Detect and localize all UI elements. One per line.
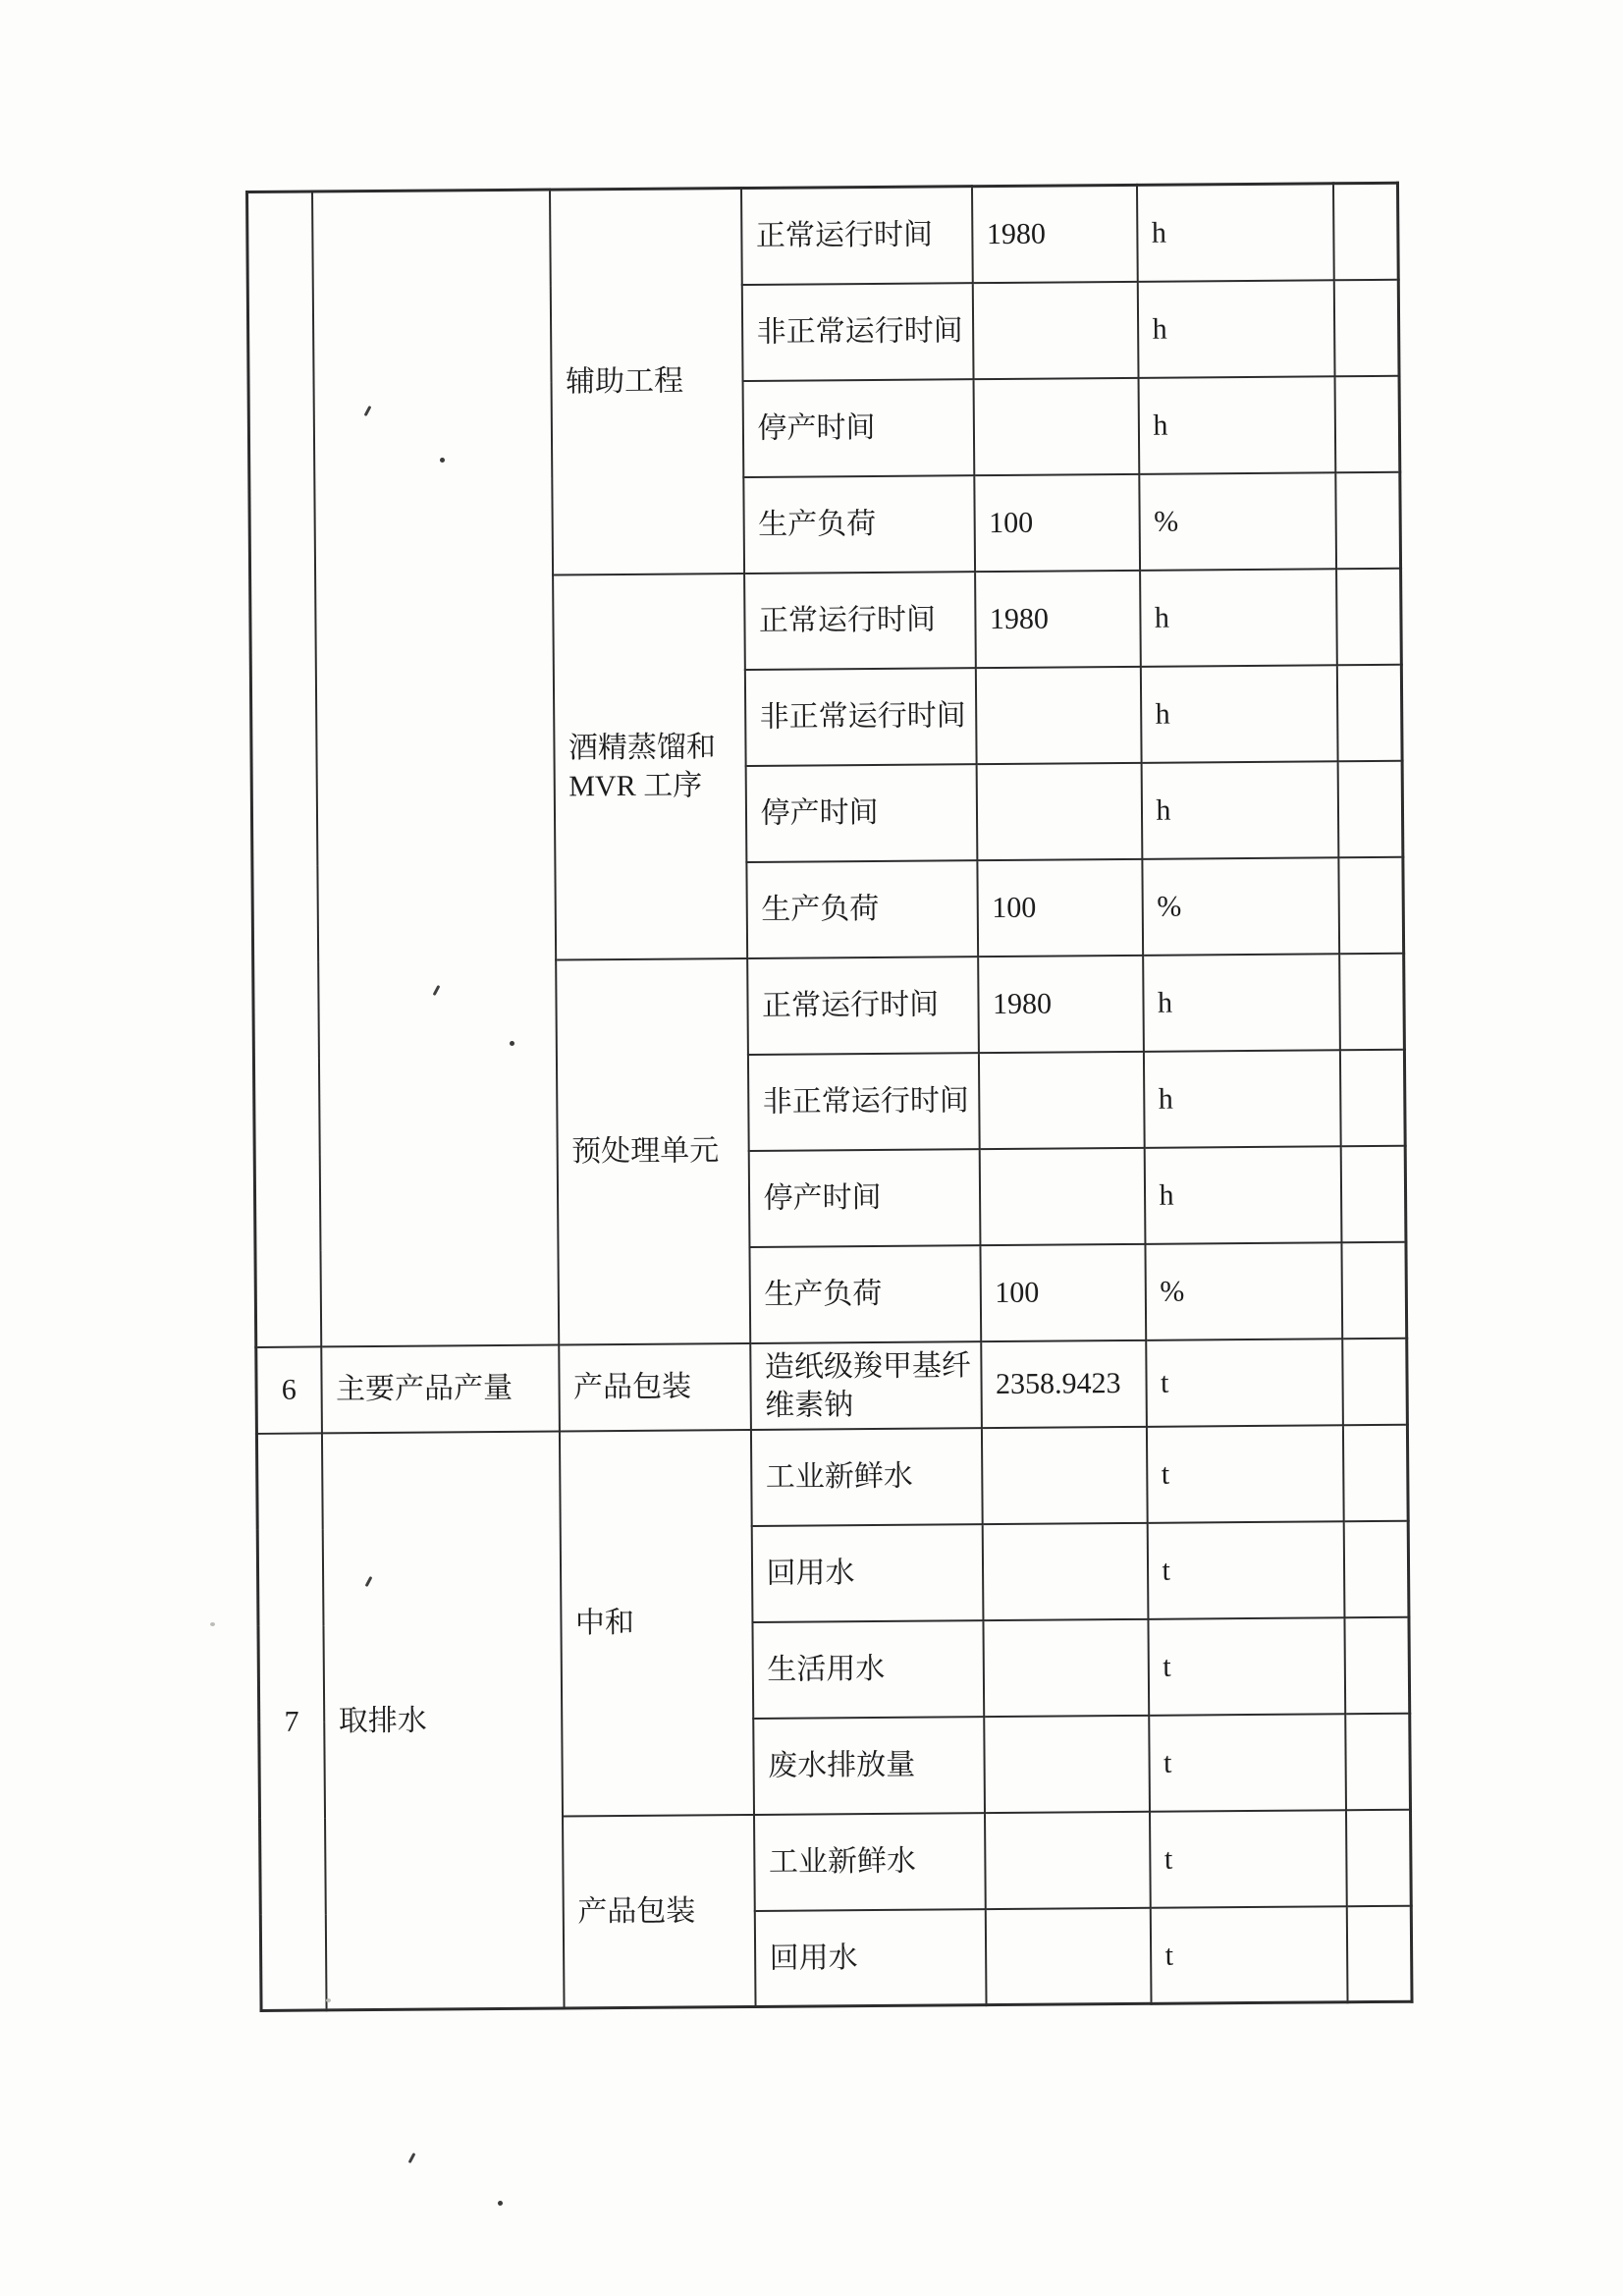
- item-cell: 非正常运行时间: [741, 283, 973, 381]
- unit-cell: h: [1141, 761, 1338, 859]
- value-cell: [972, 281, 1138, 378]
- value-cell: 100: [974, 473, 1140, 571]
- unit-cell: %: [1145, 1242, 1342, 1340]
- item-cell: 生活用水: [752, 1620, 984, 1719]
- value-cell: [976, 762, 1142, 859]
- unit-cell: h: [1140, 665, 1337, 763]
- unit-cell: h: [1140, 569, 1337, 667]
- unit-cell: t: [1149, 1714, 1346, 1812]
- value-cell: [985, 1907, 1151, 2004]
- remark-cell: [1341, 1241, 1407, 1339]
- remark-cell: [1337, 760, 1403, 857]
- remark-cell: [1342, 1424, 1408, 1521]
- unit-cell: h: [1144, 1146, 1341, 1244]
- index-cell: 6: [256, 1346, 322, 1434]
- item-cell: 正常运行时间: [747, 957, 979, 1055]
- table-row: [247, 183, 1399, 288]
- remark-cell: [1336, 568, 1402, 665]
- value-cell: 1980: [975, 570, 1141, 667]
- item-cell: 工业新鲜水: [754, 1813, 986, 1911]
- remark-cell: [1344, 1616, 1410, 1714]
- value-cell: 100: [980, 1243, 1146, 1340]
- scan-speck: [326, 1998, 331, 2002]
- item-cell: 回用水: [754, 1909, 986, 2007]
- value-cell: 2358.9423: [981, 1339, 1147, 1427]
- unit-cell: h: [1143, 954, 1340, 1052]
- unit-cell: %: [1142, 857, 1339, 956]
- value-cell: [983, 1618, 1149, 1716]
- unit-cell: t: [1148, 1617, 1345, 1716]
- remark-cell: [1345, 1809, 1411, 1906]
- item-cell: 工业新鲜水: [750, 1428, 982, 1526]
- item-cell: 废水排放量: [753, 1717, 985, 1815]
- remark-cell: [1339, 953, 1405, 1050]
- item-cell: 生产负荷: [749, 1245, 981, 1343]
- remark-cell: [1342, 1338, 1408, 1425]
- scan-speck: [210, 1622, 215, 1626]
- group-cell: 中和: [559, 1429, 753, 1816]
- item-cell: 停产时间: [748, 1149, 980, 1247]
- value-cell: [982, 1522, 1148, 1619]
- production-data-table: [245, 182, 1414, 2012]
- unit-cell: t: [1150, 1906, 1347, 2004]
- unit-cell: %: [1139, 472, 1336, 571]
- category-cell: 主要产品产量: [321, 1344, 560, 1433]
- scan-speck: [510, 1041, 514, 1046]
- unit-cell: t: [1149, 1810, 1346, 1908]
- item-cell: 非正常运行时间: [744, 668, 976, 766]
- group-cell: 辅助工程: [550, 189, 744, 575]
- unit-cell: t: [1146, 1339, 1343, 1427]
- remark-cell: [1340, 1145, 1406, 1242]
- remark-cell: [1338, 856, 1404, 954]
- value-cell: [978, 1051, 1144, 1148]
- table-row: [256, 1424, 1408, 1529]
- remark-cell: [1333, 279, 1399, 376]
- value-cell: [973, 377, 1139, 474]
- table-row: [256, 1338, 1408, 1433]
- item-cell: 回用水: [751, 1524, 983, 1622]
- unit-cell: h: [1143, 1050, 1340, 1148]
- unit-cell: t: [1146, 1425, 1343, 1523]
- unit-cell: h: [1136, 184, 1333, 282]
- group-cell: 预处理单元: [556, 958, 750, 1345]
- unit-cell: t: [1147, 1521, 1344, 1619]
- index-cell: 7: [256, 1433, 326, 2011]
- group-cell: 产品包装: [559, 1343, 751, 1432]
- value-cell: [979, 1147, 1145, 1244]
- value-cell: [984, 1715, 1150, 1812]
- remark-cell: [1339, 1049, 1405, 1146]
- item-cell: 停产时间: [745, 764, 977, 862]
- value-cell: 100: [977, 858, 1143, 956]
- value-cell: [975, 666, 1141, 763]
- value-cell: [981, 1426, 1147, 1523]
- group-cell: 酒精蒸馏和MVR 工序: [553, 574, 747, 960]
- remark-cell: [1346, 1905, 1412, 2002]
- remark-cell: [1343, 1520, 1409, 1617]
- value-cell: 1980: [978, 955, 1144, 1052]
- unit-cell: h: [1138, 376, 1335, 474]
- item-cell: 正常运行时间: [740, 187, 972, 285]
- scan-speck: [408, 2153, 416, 2163]
- value-cell: 1980: [971, 185, 1137, 282]
- category-cell: 取排水: [321, 1431, 564, 2010]
- value-cell: [984, 1811, 1150, 1908]
- category-cell: [312, 190, 559, 1346]
- remark-cell: [1334, 375, 1400, 472]
- scan-speck: [440, 458, 445, 463]
- item-cell: 造纸级羧甲基纤维素钠: [750, 1341, 982, 1430]
- index-cell: [247, 191, 321, 1346]
- group-cell: 产品包装: [563, 1814, 756, 2008]
- remark-cell: [1345, 1713, 1411, 1810]
- remark-cell: [1336, 664, 1402, 761]
- item-cell: 非正常运行时间: [747, 1053, 979, 1151]
- scan-speck: [498, 2201, 503, 2206]
- item-cell: 停产时间: [742, 379, 974, 477]
- item-cell: 生产负荷: [743, 475, 975, 574]
- item-cell: 生产负荷: [746, 860, 978, 958]
- remark-cell: [1332, 183, 1398, 280]
- remark-cell: [1335, 471, 1401, 569]
- unit-cell: h: [1137, 280, 1334, 378]
- item-cell: 正常运行时间: [744, 572, 976, 670]
